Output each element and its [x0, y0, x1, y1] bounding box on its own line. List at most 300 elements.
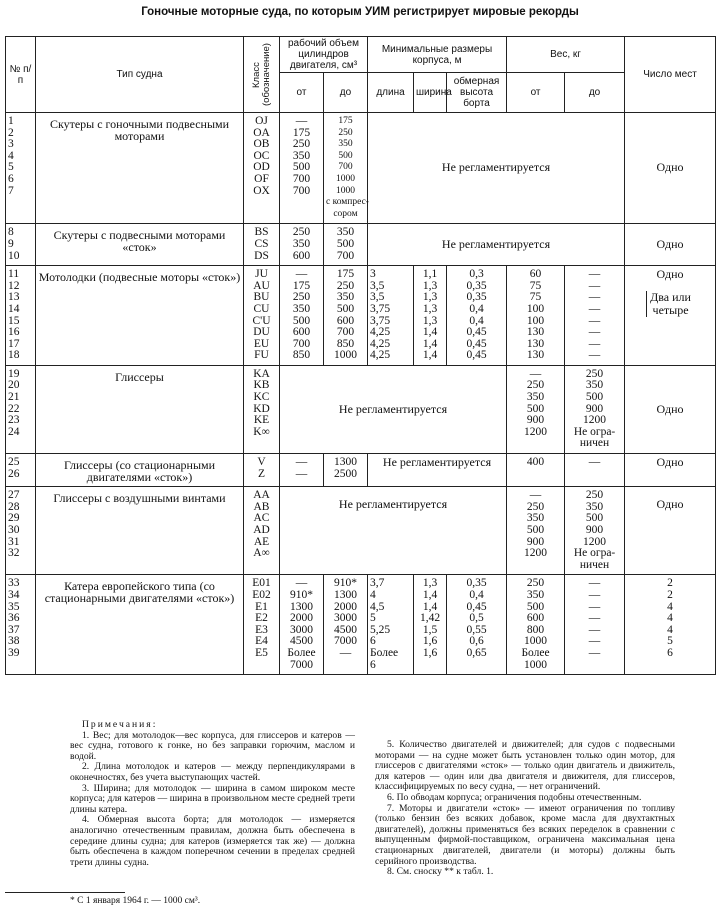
cell-value: 500: [336, 302, 355, 315]
cell-value: OA: [253, 126, 270, 139]
cell-value: 500: [292, 314, 311, 327]
header-weight: Вес, кг: [507, 37, 625, 73]
header-vol-from: от: [280, 73, 324, 113]
cell-value: 0,35: [466, 291, 487, 304]
cell-value: 1200: [583, 414, 607, 427]
cell-value: 350: [292, 302, 311, 315]
cell-value: KA: [253, 367, 270, 380]
cell-value: 1,4: [422, 326, 438, 339]
cell-value: 7: [8, 184, 14, 197]
cell-value: 37: [8, 623, 20, 636]
cell-value: 600: [292, 249, 311, 262]
note-3: 3. Ширина; для мотолодок — ширина в самом широком месте корпуса; для катеров — ширина в произвольном месте средней трети длины катера.: [70, 782, 355, 815]
cell-value: 5: [8, 161, 14, 174]
cell-value: 75: [529, 279, 542, 292]
cell-value: 1000: [524, 658, 548, 671]
cell-value: 700: [292, 172, 311, 185]
cell-value: 250: [585, 489, 604, 502]
cell-value: 4,25: [370, 326, 391, 339]
cell-value: 18: [8, 349, 20, 362]
seats: Одно Два или четыре: [625, 266, 716, 366]
cell-value: E01: [252, 577, 271, 590]
cell-value: 2: [667, 588, 673, 601]
cell-value: AA: [253, 489, 270, 502]
cell-value: 1000: [336, 185, 355, 196]
cell-value: 500: [585, 512, 604, 525]
volume-from: [280, 224, 324, 266]
cell-value: A∞: [253, 547, 270, 560]
cell-value: 15: [8, 314, 20, 327]
header-sizes: Минимальные размеры корпуса, м: [368, 37, 507, 73]
cell-value: 1300: [334, 588, 357, 601]
cell-value: AU: [253, 279, 270, 292]
cell-value: 350: [526, 512, 545, 525]
cell-value: OB: [253, 138, 270, 151]
header-height: обмерная высота борта: [447, 73, 507, 113]
cell-value: Z: [257, 467, 266, 480]
cell-value: —: [529, 489, 542, 502]
weight-to: [565, 575, 625, 675]
cell-value: 250: [526, 500, 545, 513]
weight-to: [565, 487, 625, 575]
cell-value: ничен: [579, 437, 610, 450]
row-numbers: [6, 266, 36, 366]
cell-value: 175: [292, 279, 311, 292]
cell-value: 36: [8, 612, 20, 625]
cell-value: 910*: [334, 577, 357, 590]
cell-value: 1,6: [422, 646, 438, 659]
cell-value: 10: [8, 249, 20, 262]
volume-from: [280, 454, 324, 487]
cell-value: 34: [8, 588, 20, 601]
cell-value: E02: [252, 588, 271, 601]
cell-value: KE: [253, 414, 270, 427]
cell-value: 4: [667, 612, 673, 625]
header-w-to: до: [565, 73, 625, 113]
cell-value: 16: [8, 326, 20, 339]
header-vol-to: до: [324, 73, 368, 113]
cell-value: —: [588, 635, 601, 648]
width-list: [414, 575, 447, 675]
cell-value: OJ: [255, 115, 268, 127]
cell-value: 600: [292, 326, 311, 339]
not-regulated: Не регламентируется: [280, 365, 507, 453]
cell-value: OD: [253, 161, 270, 174]
table-row: [6, 266, 716, 366]
cell-value: 26: [8, 467, 20, 480]
cell-value: 24: [8, 425, 20, 438]
cell-value: E3: [255, 623, 268, 636]
cell-value: 28: [8, 500, 20, 513]
page-title: Гоночные моторные суда, по которым УИМ регистрирует мировые рекорды: [141, 6, 579, 18]
cell-value: 0,4: [469, 588, 484, 601]
cell-value: —: [339, 646, 352, 659]
cell-value: 175: [292, 126, 311, 139]
weight-to: [565, 365, 625, 453]
note-7: 7. Моторы и двигатели «сток» — имеют ограничения по топливу (только бензин без всяких добавок, кроме масла для двухтактных двигателей), должны применяться без всяких переделок в сравнении с выпущенным фирмой-поставщиком, ограничена максимальная цена стационарных двигателей, двигатели (и моторы) должны быть серийного производства.: [375, 802, 675, 867]
cell-value: 900: [526, 535, 545, 548]
cell-value: KD: [253, 402, 270, 415]
cell-value: 4: [667, 600, 673, 613]
cell-value: 2000: [334, 600, 357, 613]
cell-value: DU: [253, 326, 270, 339]
header-length: длина: [368, 73, 414, 113]
cell-value: 3: [370, 268, 376, 281]
cell-value: 1,6: [422, 635, 438, 648]
cell-value: 4,5: [370, 600, 385, 613]
header-num: № п/п: [6, 37, 36, 113]
cell-value: 130: [526, 349, 545, 362]
cell-value: 250: [292, 138, 311, 151]
cell-value: 6: [370, 635, 376, 648]
cell-value: CS: [254, 237, 269, 250]
cell-value: —: [295, 268, 308, 281]
cell-value: —: [295, 456, 308, 469]
footnote-rule: [5, 892, 125, 893]
cell-value: 700: [292, 337, 311, 350]
cell-value: 250: [292, 226, 311, 239]
row-numbers: [6, 224, 36, 266]
cell-value: 5: [370, 612, 376, 625]
cell-value: BU: [253, 291, 270, 304]
cell-value: AB: [253, 500, 270, 513]
volume-to: [324, 575, 368, 675]
cell-value: 0,4: [469, 314, 484, 327]
header-width: ширина: [414, 73, 447, 113]
cell-value: 25: [8, 456, 20, 469]
cell-value: 350: [292, 237, 311, 250]
vessel-type: Глиссеры с воздушными винтами: [36, 487, 244, 575]
cell-value: 4: [370, 588, 376, 601]
volume-to: [324, 266, 368, 366]
records-table: [5, 36, 716, 675]
row-numbers: [6, 113, 36, 224]
weight-to: [565, 266, 625, 366]
cell-value: 4,25: [370, 349, 391, 362]
seats: Одно: [625, 224, 716, 266]
weight-from: [507, 266, 565, 366]
cell-value: —: [588, 588, 601, 601]
cell-value: FU: [254, 349, 269, 362]
note-2: 2. Длина мотолодок и катеров — между перпендикулярами в оконечностях, без учета выступающих частей.: [70, 761, 355, 783]
header-volume: рабочий объем цилиндров двигателя, см³: [280, 37, 368, 73]
cell-value: с компрес-: [326, 197, 369, 208]
cell-value: 500: [292, 161, 311, 174]
cell-value: 32: [8, 547, 20, 560]
cell-value: —: [588, 349, 601, 362]
cell-value: 2500: [334, 467, 357, 480]
cell-value: Более: [521, 646, 550, 659]
notes-right: [375, 740, 675, 878]
not-regulated: Не регламентируется: [280, 487, 507, 575]
cell-value: 600: [526, 612, 545, 625]
cell-value: BS: [254, 226, 269, 239]
cell-value: Не огра-: [573, 547, 616, 560]
cell-value: AD: [253, 524, 270, 536]
cell-value: 250: [292, 291, 311, 304]
cell-value: E1: [255, 600, 268, 613]
seats: Одно: [625, 487, 716, 575]
cell-value: 0,5: [469, 612, 484, 625]
vessel-type: Глиссеры: [36, 365, 244, 453]
weight-from: [507, 365, 565, 453]
cell-value: Более: [287, 646, 316, 659]
cell-value: 350: [292, 149, 311, 162]
cell-value: —: [588, 623, 601, 636]
cell-value: 1,4: [422, 349, 438, 362]
cell-value: 350: [338, 139, 353, 150]
cell-value: 29: [8, 512, 20, 525]
cell-value: 3000: [290, 623, 313, 636]
header-type: Тип судна: [36, 37, 244, 113]
cell-value: 1300: [334, 456, 357, 469]
cell-value: 4500: [334, 623, 357, 636]
cell-value: E4: [255, 635, 268, 648]
cell-value: —: [588, 456, 601, 469]
cell-value: 900: [585, 402, 604, 415]
cell-value: 0,3: [469, 268, 484, 281]
cell-value: E2: [255, 612, 268, 625]
cell-value: 0,45: [466, 337, 487, 350]
not-regulated: Не регламентируется: [368, 224, 625, 266]
cell-value: 350: [526, 391, 545, 404]
weight-from: [507, 454, 565, 487]
vessel-type: Мотолодки (подвесные моторы «сток»): [36, 266, 244, 366]
cell-value: 500: [526, 524, 545, 536]
cell-value: —: [588, 612, 601, 625]
cell-value: —: [588, 337, 601, 350]
cell-value: —: [588, 314, 601, 327]
note-6: 6. По обводам корпуса; ограничения подобны отечественным.: [387, 791, 642, 803]
cell-value: 14: [8, 302, 20, 315]
volume-to: [324, 454, 368, 487]
cell-value: OX: [253, 184, 270, 197]
cell-value: 175: [336, 268, 355, 281]
cell-value: 1,3: [422, 302, 438, 315]
cell-value: 350: [585, 379, 604, 392]
table-row: [6, 224, 716, 266]
cell-value: JU: [255, 268, 268, 281]
cell-value: 1,42: [419, 612, 441, 625]
cell-value: 0,45: [466, 600, 487, 613]
cell-value: —: [529, 367, 542, 380]
cell-value: 6: [370, 658, 376, 671]
cell-value: 60: [529, 268, 542, 281]
volume-to: [324, 113, 368, 224]
cell-value: AC: [253, 512, 270, 525]
cell-value: 850: [336, 337, 355, 350]
cell-value: 3,5: [370, 291, 385, 304]
not-regulated: Не регламентируется: [368, 113, 625, 224]
cell-value: 30: [8, 524, 20, 536]
row-numbers: [6, 365, 36, 453]
cell-value: 12: [8, 279, 20, 292]
cell-value: 1,3: [422, 577, 438, 590]
cell-value: 350: [336, 226, 355, 239]
cell-value: 5,25: [370, 623, 391, 636]
cell-value: C'U: [252, 314, 271, 327]
cell-value: 0,65: [466, 646, 487, 659]
cell-value: 1,4: [422, 600, 438, 613]
cell-value: —: [588, 326, 601, 339]
cell-value: 3,7: [370, 577, 385, 590]
cell-value: 20: [8, 379, 20, 392]
seats: Одно: [625, 454, 716, 487]
cell-value: 100: [526, 302, 545, 315]
vessel-type: Скутеры с гоночными подвесными моторами: [36, 113, 244, 224]
cell-value: 1200: [524, 425, 548, 438]
row-numbers: [6, 487, 36, 575]
cell-value: ничен: [579, 558, 610, 571]
seats: Одно: [625, 113, 716, 224]
weight-to: [565, 454, 625, 487]
cell-value: 500: [526, 600, 545, 613]
cell-value: 2: [667, 577, 673, 590]
weight-from: [507, 575, 565, 675]
cell-value: 250: [526, 577, 545, 590]
cell-value: 3,5: [370, 279, 385, 292]
cell-value: 0,55: [466, 623, 487, 636]
class-list: [244, 454, 280, 487]
note-1: 1. Вес; для мотолодок—вес корпуса, для глиссеров и катеров — вес судна, готового к гонке, но без заправки горючим, маслом и водой.: [70, 729, 355, 762]
table-row: [6, 365, 716, 453]
notes-left: [70, 720, 355, 868]
note-8: 8. См. сноску ** к табл. 1.: [387, 866, 494, 878]
cell-value: 1: [8, 115, 14, 127]
cell-value: Не огра-: [573, 425, 616, 438]
cell-value: 0,45: [466, 326, 487, 339]
class-list: [244, 224, 280, 266]
cell-value: 23: [8, 414, 20, 427]
class-list: [244, 266, 280, 366]
cell-value: 1,3: [422, 279, 438, 292]
cell-value: 800: [526, 623, 545, 636]
cell-value: 6: [8, 172, 14, 185]
cell-value: 3: [8, 138, 14, 151]
cell-value: 4: [667, 623, 673, 636]
cell-value: 400: [526, 456, 545, 469]
cell-value: 13: [8, 291, 20, 304]
cell-value: 3,75: [370, 302, 391, 315]
volume-to: [324, 224, 368, 266]
class-list: [244, 365, 280, 453]
cell-value: 130: [526, 337, 545, 350]
cell-value: 7000: [334, 635, 357, 648]
cell-value: OF: [254, 172, 269, 185]
volume-from: [280, 266, 324, 366]
cell-value: 500: [338, 150, 353, 161]
cell-value: 1,4: [422, 588, 438, 601]
cell-value: 0,35: [466, 279, 487, 292]
cell-value: 500: [585, 391, 604, 404]
cell-value: 0,45: [466, 349, 487, 362]
volume-from: [280, 113, 324, 224]
cell-value: 250: [526, 379, 545, 392]
cell-value: —: [295, 577, 308, 590]
header-class: Класс (обозначение): [244, 37, 280, 113]
cell-value: KC: [253, 391, 270, 404]
cell-value: 5: [667, 635, 673, 648]
cell-value: 1,3: [422, 314, 438, 327]
notes-heading: Примечания:: [82, 719, 158, 730]
seats: Одно: [625, 365, 716, 453]
class-list: [244, 575, 280, 675]
cell-value: 900: [526, 414, 545, 427]
cell-value: 1,3: [422, 291, 438, 304]
cell-value: 500: [336, 237, 355, 250]
cell-value: 22: [8, 402, 20, 415]
length-list: [368, 575, 414, 675]
cell-value: 600: [336, 314, 355, 327]
class-list: [244, 113, 280, 224]
vessel-type: Глиссеры (со стационарными двигателями «сток»): [36, 454, 244, 487]
cell-value: 33: [8, 577, 20, 590]
cell-value: 850: [292, 349, 311, 362]
cell-value: 250: [585, 367, 604, 380]
cell-value: 700: [336, 326, 355, 339]
header-seats: Число мест: [625, 37, 716, 113]
cell-value: 0,35: [466, 577, 487, 590]
cell-value: OC: [253, 149, 270, 162]
table-row: [6, 487, 716, 575]
height-list: [447, 266, 507, 366]
cell-value: 1300: [290, 600, 313, 613]
cell-value: 1200: [524, 547, 548, 560]
cell-value: 3000: [334, 612, 357, 625]
cell-value: 2000: [290, 612, 313, 625]
cell-value: 900: [585, 524, 604, 536]
class-list: [244, 487, 280, 575]
cell-value: 17: [8, 337, 20, 350]
cell-value: K∞: [253, 425, 270, 438]
cell-value: Более: [370, 646, 399, 659]
cell-value: 19: [8, 367, 20, 380]
cell-value: 175: [338, 116, 353, 126]
cell-value: —: [588, 577, 601, 590]
header-w-from: от: [507, 73, 565, 113]
cell-value: 75: [529, 291, 542, 304]
volume-from: [280, 575, 324, 675]
cell-value: 0,6: [469, 635, 484, 648]
cell-value: 130: [526, 326, 545, 339]
cell-value: 1000: [334, 349, 357, 362]
cell-value: 350: [585, 500, 604, 513]
cell-value: —: [295, 115, 308, 127]
width-list: [414, 266, 447, 366]
cell-value: 35: [8, 600, 20, 613]
cell-value: —: [588, 291, 601, 304]
cell-value: 8: [8, 226, 14, 239]
not-regulated: Не регламентируется: [368, 454, 507, 487]
height-list: [447, 575, 507, 675]
cell-value: 350: [336, 291, 355, 304]
cell-value: 100: [526, 314, 545, 327]
cell-value: 250: [338, 127, 353, 138]
footnote: * С 1 января 1964 г. — 1000 см³.: [70, 896, 201, 906]
cell-value: 350: [526, 588, 545, 601]
cell-value: 31: [8, 535, 20, 548]
cell-value: 1000: [524, 635, 548, 648]
note-5: 5. Количество двигателей и движителей; для судов с подвесными моторами — на судне может быть установлен только один мотор, для глиссеров с двигателями «сток» — только один двигатель и движитель, для катеров — один или два двигателя и движителя, для глиссеров, классифицируемых по весу судна, — нет ограничений.: [375, 739, 675, 793]
cell-value: 700: [292, 184, 311, 197]
cell-value: 4: [8, 149, 14, 162]
cell-value: 1,5: [422, 623, 438, 636]
cell-value: 910*: [290, 588, 313, 601]
cell-value: EU: [253, 337, 270, 350]
cell-value: 4,25: [370, 337, 391, 350]
cell-value: 4500: [290, 635, 313, 648]
vessel-type: Скутеры с подвесными моторами «сток»: [36, 224, 244, 266]
